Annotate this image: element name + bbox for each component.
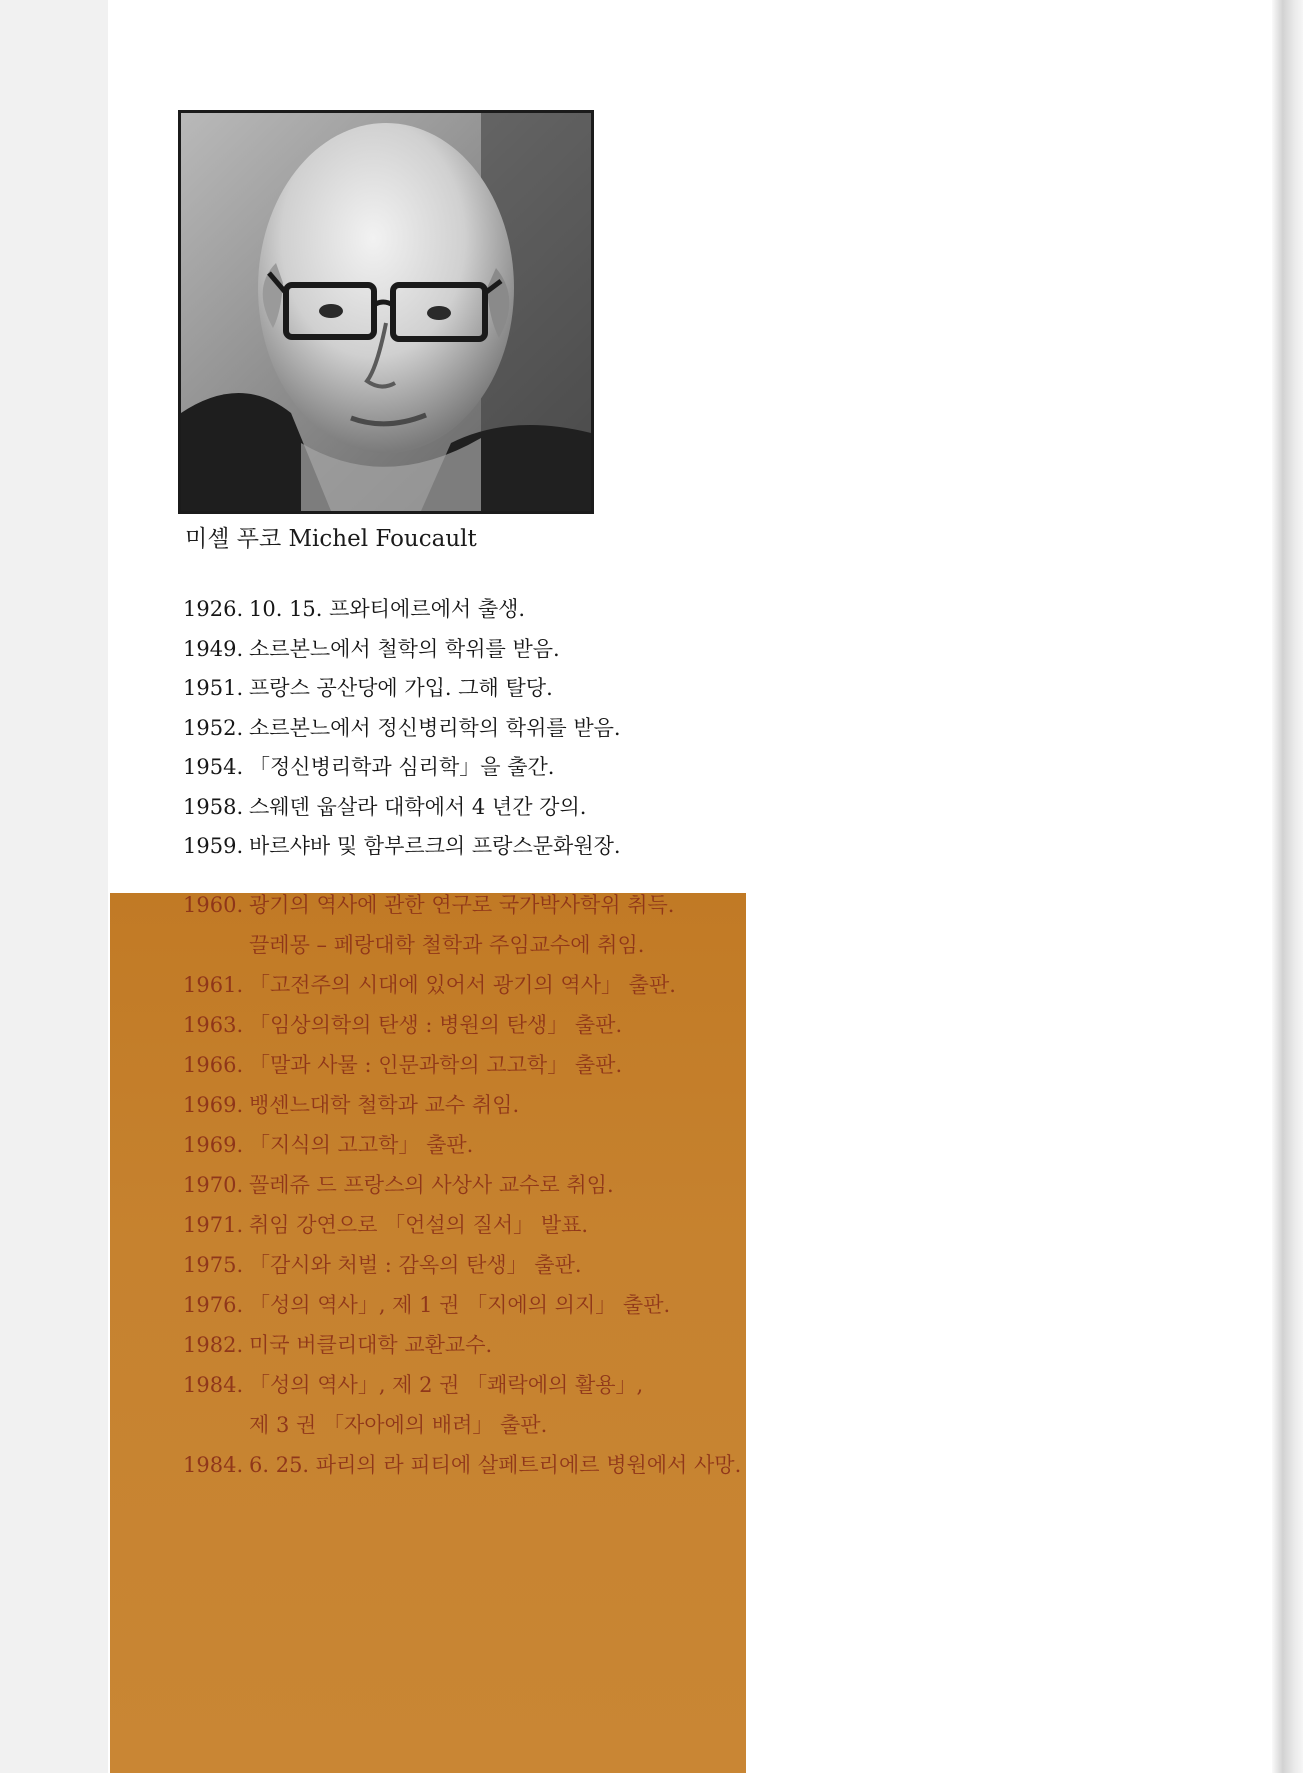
timeline-row [183,709,621,749]
timeline-text: 「감시와 처벌 : 감옥의 탄생」 출판. [249,1253,582,1277]
timeline-text: 소르본느에서 정신병리학의 학위를 받음. [249,715,621,740]
right-scan-edge [1272,0,1303,1773]
timeline-text: 「말과 사물 : 인문과학의 고고학」 출판. [249,1053,623,1077]
timeline-year: 1961. [183,973,244,997]
timeline-year: 1949. [183,636,244,661]
timeline-year: 1984. [183,1453,244,1477]
timeline-year: 1970. [183,1173,244,1197]
timeline-row [183,1246,741,1286]
timeline-row [183,1046,741,1086]
timeline-year: 1958. [183,794,244,819]
timeline-year [183,926,249,966]
timeline-year: 1960. [183,893,244,917]
timeline-row [183,1286,741,1326]
timeline-text: 광기의 역사에 관한 연구로 국가박사학위 취득. [249,893,675,917]
timeline-year: 1951. [183,676,244,700]
timeline-text: 바르샤바 및 함부르크의 프랑스문화원장. [249,834,621,858]
timeline-text: 취임 강연으로 「언설의 질서」 발표. [249,1213,589,1237]
timeline-row [183,788,621,828]
timeline-row [183,926,741,966]
timeline-text: 끌레몽 – 페랑대학 철학과 주임교수에 취임. [249,933,645,957]
timeline-year: 1975. [183,1253,244,1277]
timeline-text: 스웨덴 웁살라 대학에서 4 년간 강의. [249,794,587,819]
timeline-text: 프랑스 공산당에 가입. 그해 탈당. [249,676,553,700]
timeline-text: 「성의 역사」, 제 1 권 「지에의 의지」 출판. [249,1293,671,1317]
timeline-text: 제 3 권 「자아에의 배려」 출판. [249,1413,548,1437]
timeline-text: 「정신병리학과 심리학」을 출간. [249,755,555,779]
timeline-row [183,1006,741,1046]
timeline-text: 「고전주의 시대에 있어서 광기의 역사」 출판. [249,973,676,997]
timeline-row [183,1086,741,1126]
timeline-year: 1982. [183,1333,244,1357]
timeline-text: 꼴레쥬 드 프랑스의 사상사 교수로 취임. [249,1173,614,1197]
timeline-text: 10. 15. 프와티에르에서 출생. [249,597,526,621]
timeline-row [183,1446,741,1486]
timeline-row [183,1366,741,1406]
author-portrait-photo [178,110,594,514]
timeline-year: 1971. [183,1213,244,1237]
timeline-row [183,966,741,1006]
timeline-year: 1966. [183,1053,244,1077]
timeline-text: 뱅센느대학 철학과 교수 취임. [249,1093,520,1117]
timeline-row [183,1126,741,1166]
timeline-text: 소르본느에서 철학의 학위를 받음. [249,636,560,661]
timeline-year: 1959. [183,834,244,858]
timeline-lower [183,886,741,1486]
left-scan-margin [0,0,108,1773]
timeline-text: 미국 버클리대학 교환교수. [249,1333,493,1357]
timeline-year: 1954. [183,755,244,779]
timeline-row [183,590,621,630]
timeline-row [183,1326,741,1366]
timeline-row [183,1166,741,1206]
timeline-year: 1976. [183,1293,244,1317]
timeline-row [183,1206,741,1246]
timeline-text: 6. 25. 파리의 라 피티에 살페트리에르 병원에서 사망. [249,1453,742,1477]
timeline-row [183,886,741,926]
timeline-year: 1926. [183,597,244,621]
timeline-text: 「성의 역사」, 제 2 권 「쾌락에의 활용」, [249,1373,644,1397]
timeline-row [183,669,621,709]
timeline-year: 1952. [183,715,244,740]
timeline-year: 1963. [183,1013,244,1037]
timeline-text: 「지식의 고고학」 출판. [249,1133,474,1157]
timeline-row [183,827,621,867]
timeline-row [183,1406,741,1446]
timeline-row [183,630,621,670]
timeline-year [183,1406,249,1446]
timeline-text: 「임상의학의 탄생 : 병원의 탄생」 출판. [249,1013,623,1037]
timeline-upper [183,590,621,867]
timeline-row [183,748,621,788]
portrait-illustration [181,113,591,511]
timeline-year: 1969. [183,1093,244,1117]
timeline-year: 1984. [183,1373,244,1397]
timeline-year: 1969. [183,1133,244,1157]
portrait-caption: 미셸 푸코 Michel Foucault [185,526,477,552]
